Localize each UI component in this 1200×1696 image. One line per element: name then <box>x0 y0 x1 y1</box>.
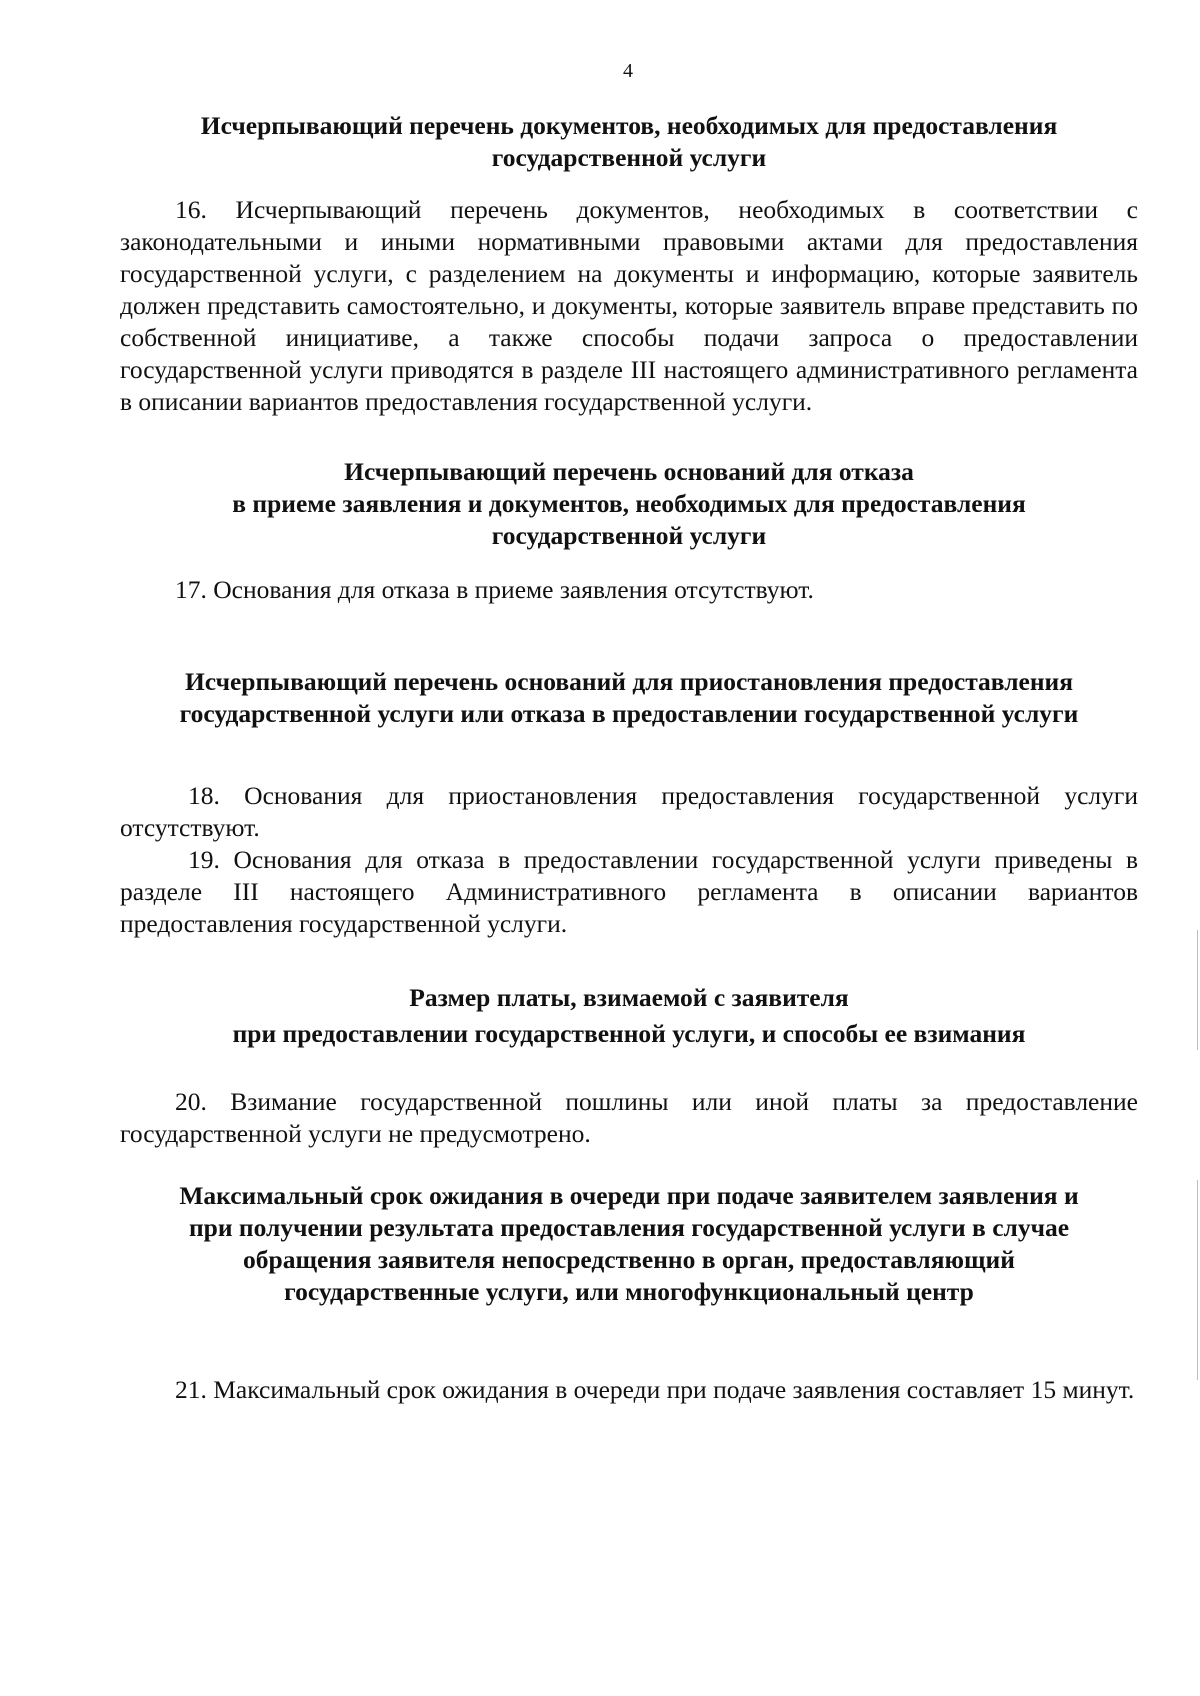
paragraph-20: 20. Взимание государственной пошлины или иной платы за предоставление государственной услуги не предусмотрено. <box>120 1087 1138 1148</box>
section-waiting-time <box>120 1180 1138 1406</box>
scan-edge-mark <box>1197 930 1198 1050</box>
section-heading: Максимальный срок ожидания в очереди при подаче заявителем заявления и при получении результата предоставления государственной услуги в случае обращения заявителя непосредственно в орган, предоставляющий государственные услуги, или многофункциональный центр <box>179 1181 1079 1306</box>
page-number: 4 <box>623 60 633 82</box>
section-heading: Исчерпывающий перечень оснований для отказа в приеме заявления и документов, необходимых для предоставления государственной услуги <box>232 457 1026 550</box>
paragraph-21: 21. Максимальный срок ожидания в очереди при подаче заявления составляет 15 минут. <box>175 1375 1135 1404</box>
section-suspension-refusal <box>120 666 1138 940</box>
paragraph-16: 16. Исчерпывающий перечень документов, необходимых в соответствии с законодательными и иными нормативными правовыми актами для предоставления государственной услуги, с разделением на документы и информацию, которые заявитель должен представить самостоятельно, и документы, которые заявитель вправе представить по собственной инициативе, а также способы подачи запроса о предоставлении государственной услуги приводятся в разделе III настоящего административного регламента в описании вариантов предоставления государственной услуги. <box>120 195 1138 416</box>
section-fee <box>120 980 1138 1150</box>
document-body <box>120 110 1138 1406</box>
scan-edge-mark <box>1197 1180 1198 1380</box>
section-heading: Исчерпывающий перечень оснований для приостановления предоставления государственной услуги или отказа в предоставлении государственной услуги <box>179 667 1079 728</box>
paragraph-17: 17. Основания для отказа в приеме заявления отсутствуют. <box>175 575 814 604</box>
section-heading: Исчерпывающий перечень документов, необходимых для предоставления государственной услуги <box>200 111 1058 172</box>
paragraph-18: 18. Основания для приостановления предоставления государственной услуги отсутствуют. <box>120 781 1138 842</box>
section-heading: Размер платы, взимаемой с заявителя при предоставлении государственной услуги, и способы ее взимания <box>232 983 1026 1048</box>
section-required-documents <box>120 110 1138 418</box>
section-refusal-acceptance <box>120 456 1138 606</box>
paragraph-19: 19. Основания для отказа в предоставлении государственной услуги приведены в разделе III настоящего Административного регламента в описании вариантов предоставления государственной услуги. <box>120 845 1138 938</box>
